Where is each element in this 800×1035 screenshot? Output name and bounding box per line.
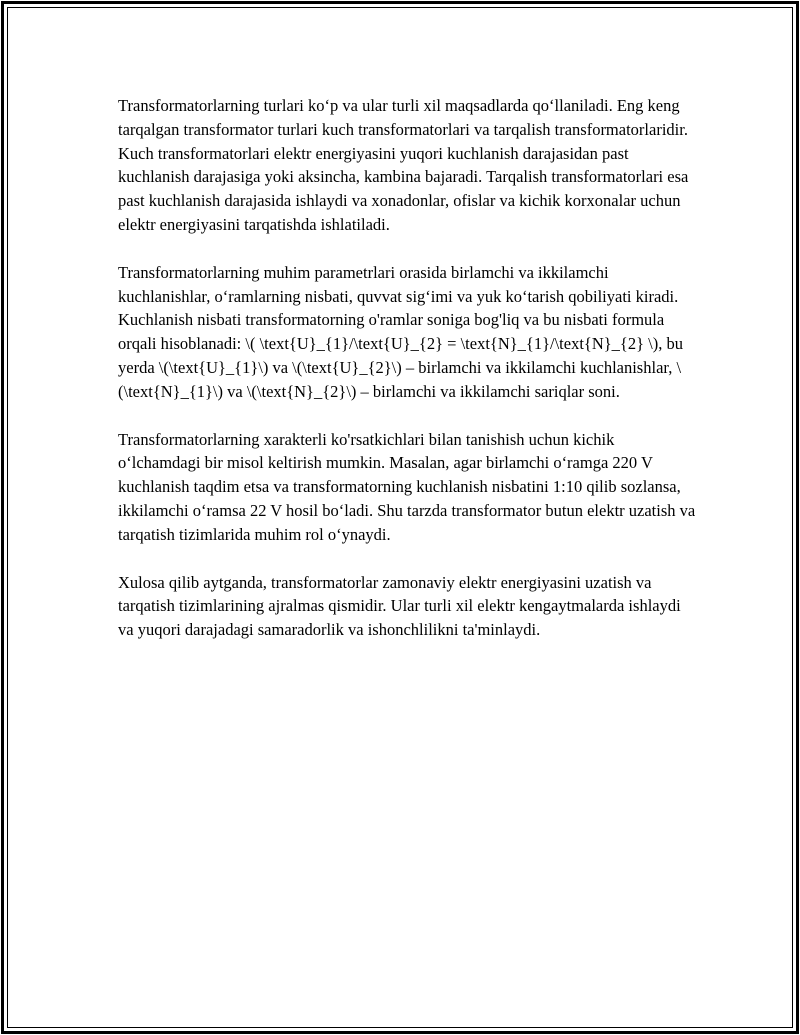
paragraph-conclusion: Xulosa qilib aytganda, transformatorlar zamonaviy elektr energiyasini uzatish va tarqatish tizimlarining ajralmas qismidir. Ular turli xil elektr kengaytmalarda ishlaydi va yuqori darajadagi samaradorlik va ishonchlilikni ta'minlaydi. (118, 572, 681, 640)
document-body (118, 94, 698, 666)
paragraph-transformer-parameters: Transformatorlarning muhim parametrlari orasida birlamchi va ikkilamchi kuchlanishlar, o‘ramlarning nisbati, quvvat sig‘imi va yuk ko‘tarish qobiliyati kiradi. Kuchlanish nisbati transformatorning o'ramlar soniga bog'liq va bu nisbati formula orqali hisoblanadi: \( \text{U}_{1}/\text{U}_{2} = \text{N}_{1}/\text{N}_{2} \), bu yerda \(\text{U}_{1}\) va \(\text{U}_{2}\) – birlamchi va ikkilamchi kuchlanishlar, \(\text{N}_{1}\) va \(\text{N}_{2}\) – birlamchi va ikkilamchi sariqlar soni. (118, 262, 683, 401)
paragraph-transformer-types: Transformatorlarning turlari ko‘p va ular turli xil maqsadlarda qo‘llaniladi. Eng keng tarqalgan transformator turlari kuch transformatorlari va tarqalish transformatorlaridir. Kuch transformatorlari elektr energiyasini yuqori kuchlanish darajasidan past kuchlanish darajasiga yoki aksincha, kambina bajaradi. Tarqalish transformatorlari esa past kuchlanish darajasida ishlaydi va xonadonlar, ofislar va kichik korxonalar uchun elektr energiyasini tarqatishda ishlatiladi. (118, 96, 689, 234)
paragraph-transformer-example: Transformatorlarning xarakterli ko'rsatkichlari bilan tanishish uchun kichik o‘lchamdagi bir misol keltirish mumkin. Masalan, agar birlamchi o‘ramga 220 V kuchlanish taqdim etsa va transformatorning kuchlanish nisbatini 1:10 qilib sozlansa, ikkilamchi o‘ramsa 22 V hosil bo‘ladi. Shu tarzda transformator butun elektr uzatish va tarqatish tizimlarida muhim rol o‘ynaydi. (118, 429, 696, 544)
